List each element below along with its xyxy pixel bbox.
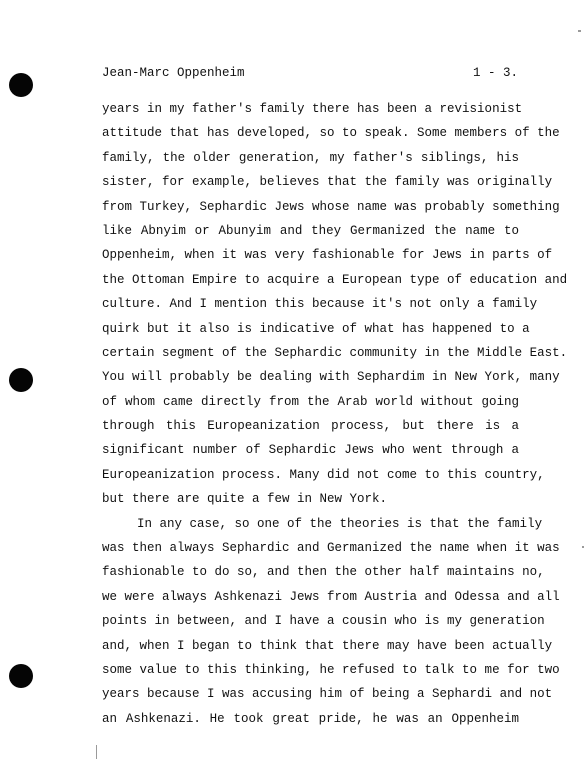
- page-number: 1 - 3.: [472, 66, 518, 80]
- text-line: Oppenheim, when it was very fashionable for Jews in parts of: [102, 248, 553, 263]
- text-line: years because I was accusing him of being a Sephardi and not: [102, 687, 553, 702]
- text-line: an Ashkenazi. He took great pride, he was an Oppenheim: [102, 711, 519, 726]
- text-line: family, the older generation, my father's siblings, his: [102, 150, 519, 165]
- text-line: like Abnyim or Abunyim and they Germanized the name to: [102, 223, 519, 238]
- text-line: fashionable to do so, and then the other half maintains no,: [102, 565, 545, 580]
- text-line: and, when I began to think that there may have been actually: [102, 638, 553, 653]
- binder-hole-middle: [9, 368, 33, 392]
- interviewee-name: Jean-Marc Oppenheim: [102, 66, 245, 80]
- text-line: In any case, so one of the theories is that the family: [137, 516, 543, 531]
- text-line: the Ottoman Empire to acquire a European type of education and: [102, 272, 568, 287]
- transcript-body: [102, 97, 568, 731]
- binder-hole-bottom: [9, 664, 33, 688]
- text-line: we were always Ashkenazi Jews from Austria and Odessa and all: [102, 589, 560, 604]
- text-line: some value to this thinking, he refused to talk to me for two: [102, 662, 560, 677]
- text-line: culture. And I mention this because it's not only a family: [102, 297, 538, 312]
- text-line: from Turkey, Sephardic Jews whose name was probably something: [102, 199, 560, 214]
- text-line: sister, for example, believes that the family was originally: [102, 175, 553, 190]
- page-header: [102, 66, 518, 84]
- text-line: years in my father's family there has been a revisionist: [102, 102, 523, 116]
- text-line: of whom came directly from the Arab world without going: [102, 394, 519, 409]
- text-line: quirk but it also is indicative of what has happened to a: [102, 321, 530, 336]
- text-line: significant number of Sephardic Jews who went through a: [102, 443, 519, 458]
- text-line: through this Europeanization process, but there is a: [102, 419, 519, 434]
- text-line: attitude that has developed, so to speak. Some members of the: [102, 126, 560, 141]
- text-line: Europeanization process. Many did not come to this country,: [102, 467, 545, 482]
- text-line: but there are quite a few in New York.: [102, 492, 388, 507]
- text-line: You will probably be dealing with Sephardim in New York, many: [102, 370, 560, 385]
- scan-artifact-dot: [582, 546, 584, 548]
- binder-hole-top: [9, 73, 33, 97]
- text-line: was then always Sephardic and Germanized the name when it was: [102, 541, 560, 556]
- scan-artifact-corner: [578, 30, 581, 32]
- text-line: certain segment of the Sephardic community in the Middle East.: [102, 345, 568, 360]
- text-line: points in between, and I have a cousin who is my generation: [102, 614, 545, 629]
- scan-artifact-mark: [96, 745, 97, 759]
